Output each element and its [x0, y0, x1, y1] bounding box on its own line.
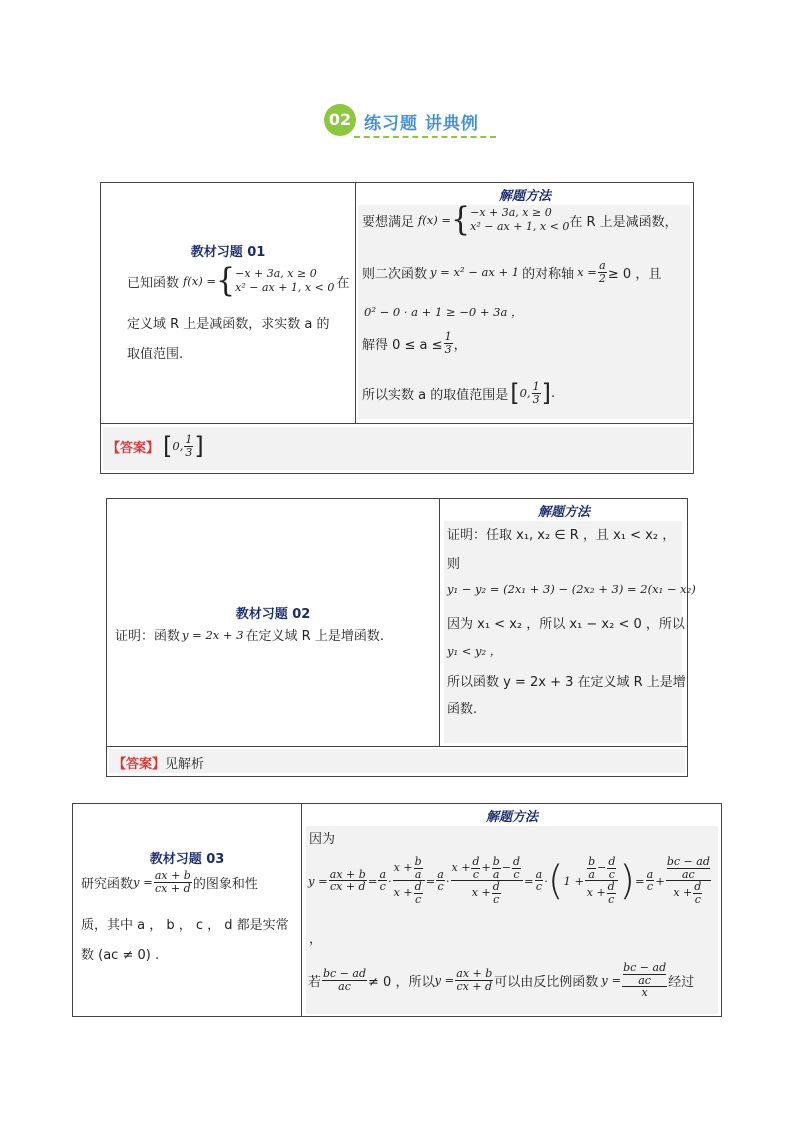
- denominator: c: [535, 880, 542, 894]
- numerator: bc − ad: [323, 967, 367, 981]
- method-comma: ，: [309, 932, 323, 947]
- method-text: ≠ 0 ，所以: [368, 974, 435, 990]
- exercise-02-method-cell: [440, 499, 696, 747]
- fraction: [532, 381, 541, 405]
- exercise-01-method-cell: [356, 183, 694, 424]
- denominator: cx + d: [456, 979, 493, 993]
- case-2: x² − ax + 1, x < 0: [470, 220, 570, 233]
- denominator: a: [492, 867, 500, 881]
- numerator: a: [379, 867, 387, 881]
- method-line-3: y₁ − y₂ = (2x₁ + 3) − (2x₂ + 3) = 2(x₁ − x₂): [447, 582, 696, 596]
- method-background: [444, 521, 682, 743]
- piecewise-system: { −x + 3a, x ≥ 0 x² − ax + 1, x < 0: [216, 261, 335, 300]
- denominator: c: [694, 892, 701, 906]
- method-line-4: 因为 x₁ < x₂ ，所以 x₁ − x₂ < 0 ，所以: [447, 617, 685, 632]
- numerator: d: [472, 855, 480, 868]
- fraction: x + $\frac{d}{c}$ + $\frac{b}{a}$ − $\frac{d}{c}$ x + $\frac{d}{c}$: [451, 856, 524, 905]
- exercise-01-question-line3: 取值范围.: [127, 347, 184, 362]
- math: x =: [577, 265, 597, 280]
- exercise-03-question-line2: 质，其中 a ， b ， c ， d 都是实常: [81, 918, 289, 933]
- denominator: a: [414, 867, 422, 881]
- fraction: [646, 869, 655, 893]
- math: y =: [601, 973, 622, 988]
- method-line-5: y₁ < y₂ ，: [447, 644, 502, 658]
- math: y =: [308, 873, 328, 888]
- method-text: 要想满足: [362, 214, 415, 230]
- exercise-03-question-cell: [73, 804, 302, 1017]
- denominator: c: [513, 867, 520, 881]
- numerator: d: [608, 855, 616, 868]
- fraction: [444, 331, 453, 355]
- method-line-7: 函数.: [447, 702, 478, 717]
- answer-text: 见解析: [165, 757, 205, 772]
- math: 0,: [172, 439, 184, 453]
- math: x +: [393, 861, 413, 875]
- math: 1 +: [563, 873, 585, 888]
- math: y =: [434, 973, 455, 988]
- question-text: 已知函数: [127, 275, 180, 291]
- exercise-02-title: 教材习题 02: [235, 607, 311, 622]
- math: 0,: [519, 386, 531, 400]
- fraction: [184, 434, 193, 458]
- exercise-01-question-cell: [101, 183, 356, 424]
- exercise-01-question-line2: 定义域 R 上是减函数，求实数 a 的: [127, 317, 330, 332]
- denominator: ac: [681, 867, 695, 881]
- denominator: c: [493, 892, 500, 906]
- method-text: ，: [453, 337, 467, 353]
- method-text: 经过: [668, 974, 695, 990]
- numerator: b: [492, 855, 500, 868]
- fraction: [322, 968, 367, 992]
- numerator: a: [599, 259, 606, 272]
- method-line-1: [362, 200, 678, 239]
- fraction: [393, 856, 425, 905]
- method-line-3: [308, 962, 694, 999]
- numerator: d: [492, 880, 500, 894]
- fraction: [598, 260, 607, 284]
- method-title: 解题方法: [498, 189, 551, 204]
- exercise-03-table: [72, 803, 722, 1017]
- denominator: 2: [598, 271, 606, 285]
- answer-label: 【答案】: [107, 440, 160, 456]
- denominator: 3: [444, 342, 452, 356]
- numerator: 1: [185, 432, 193, 446]
- answer-line: [113, 753, 204, 772]
- answer-line: 【答案】 [ 0, $\frac{1}{3}$ ]: [107, 432, 204, 460]
- fraction: [154, 870, 192, 894]
- method-line-1: 因为: [309, 832, 336, 847]
- piecewise-system: { −x + 3a, x ≥ 0 x² − ax + 1, x < 0: [451, 200, 570, 239]
- numerator: ax + b: [456, 967, 493, 981]
- fraction: $\frac{b}{a}$ − $\frac{d}{c}$ x + $\frac{d}{c}$: [585, 856, 618, 905]
- denominator: cx + d: [329, 880, 366, 894]
- fraction: [535, 869, 544, 893]
- fraction: [436, 869, 445, 893]
- numerator: d: [694, 880, 702, 894]
- case-1: −x + 3a, x ≥ 0: [470, 206, 552, 220]
- method-line-5: 所以实数 a 的取值范围是 [ 0, $\frac{1}{3}$ ] .: [362, 379, 556, 407]
- numerator: ax + b: [329, 867, 366, 881]
- method-title: 解题方法: [485, 810, 538, 825]
- method-text: 则二次函数: [362, 266, 428, 282]
- question-text: 研究函数: [81, 876, 134, 892]
- method-text: 若: [308, 974, 322, 990]
- exercise-03-question-line1: [81, 870, 258, 894]
- section-title-underline: [354, 136, 496, 138]
- numerator: 1: [444, 330, 452, 343]
- exercise-02-table: [106, 498, 696, 777]
- math: y = 2x + 3: [182, 627, 244, 642]
- exercise-01-table: [100, 182, 694, 474]
- case-2: x² − ax + 1, x < 0: [235, 281, 335, 294]
- denominator: c: [646, 880, 653, 894]
- denominator: c: [379, 880, 386, 894]
- method-line-6: 所以函数 y = 2x + 3 在定义域 R 上是增: [447, 675, 686, 690]
- denominator: c: [472, 867, 480, 881]
- denominator: ac: [638, 973, 651, 987]
- question-text: 的图象和性: [192, 876, 258, 892]
- numerator: a: [646, 867, 654, 881]
- method-text: 解得 0 ≤ a ≤: [362, 337, 443, 353]
- exercise-02-answer-cell: [107, 747, 688, 777]
- question-text: 在: [336, 275, 350, 291]
- numerator: d: [607, 880, 615, 894]
- exercise-01-answer-cell: [101, 424, 694, 474]
- method-text: 在 R 上是减函数，: [569, 214, 678, 230]
- answer-label: 【答案】: [113, 757, 166, 772]
- numerator: bc − ad: [666, 855, 710, 868]
- function-label: f(x) =: [183, 274, 217, 288]
- math: y = x² − ax + 1: [430, 265, 520, 280]
- denominator: cx + d: [155, 881, 191, 895]
- fraction: [329, 869, 367, 893]
- function-label: f(x) =: [418, 213, 452, 227]
- fraction: $\frac{bc - ad}{ac}$ x + $\frac{d}{c}$: [666, 855, 710, 906]
- case-1: −x + 3a, x ≥ 0: [235, 267, 317, 281]
- section-title: 练习题 讲典例: [364, 114, 479, 134]
- numerator: a: [535, 867, 543, 881]
- exercise-01-question-line1: [127, 261, 350, 300]
- numerator: ax + b: [154, 869, 191, 882]
- fraction: [378, 869, 387, 893]
- numerator: bc − ad: [623, 961, 667, 974]
- exercise-03-method-cell: [302, 804, 722, 1017]
- fraction: [622, 962, 667, 999]
- method-line-4: [362, 331, 467, 355]
- numerator: 1: [532, 379, 540, 393]
- numerator: a: [437, 867, 444, 881]
- exercise-02-question: [115, 625, 384, 644]
- numerator: b: [588, 855, 596, 868]
- exercise-02-question-cell: [107, 499, 440, 747]
- method-line-2: 则: [447, 557, 461, 572]
- question-text: 在定义域 R 上是增函数.: [245, 629, 384, 644]
- method-text: .: [550, 385, 556, 401]
- denominator: ac: [338, 979, 351, 993]
- denominator: 3: [185, 445, 193, 459]
- denominator: c: [437, 880, 444, 894]
- method-line-3: 0² − 0 · a + 1 ≥ −0 + 3a ，: [364, 305, 523, 319]
- question-text: 证明：函数: [115, 629, 181, 644]
- method-line-1: 证明：任取 x₁, x₂ ∈ R ，且 x₁ < x₂ ，: [447, 528, 676, 543]
- denominator: a: [588, 867, 595, 881]
- denominator: c: [608, 867, 615, 881]
- denominator: c: [608, 892, 615, 906]
- exercise-01-title: 教材习题 01: [190, 245, 266, 260]
- denominator: c: [415, 892, 422, 906]
- fraction: [455, 968, 493, 992]
- method-line-2: [362, 260, 661, 284]
- method-text: 所以实数 a 的取值范围是: [362, 387, 509, 403]
- method-text: 的对称轴: [522, 266, 575, 282]
- method-text: 可以由反比例函数: [494, 974, 599, 990]
- math: x +: [393, 886, 413, 900]
- method-equation: y = $\frac{ax + b}{cx + d}$ = $\frac{a}{c}$ · x + $\frac{b}{a}$ x + $\frac{d}{c}$ = $\frac{a}{c}$ · x + $\frac{d}{c}$ + $\frac{b}{a}$ − $\frac{d}{c}$ x + $\frac{d}{c}$ = $\frac{a}{c}$ · ( 1 + $\frac{b}{a}$ − $\frac{d}{c}$ x + $\frac{d}{c}$ ) = $\frac{a}{c}$ + $\frac{bc - ad}{ac}$ x + $\frac{d}{c}$: [308, 855, 710, 906]
- exercise-03-title: 教材习题 03: [149, 852, 225, 867]
- numerator: b: [414, 855, 422, 868]
- method-text: ≥ 0 ，且: [607, 266, 662, 282]
- numerator: d: [512, 855, 520, 868]
- section-number-badge: 02: [324, 104, 356, 136]
- numerator: d: [414, 880, 422, 894]
- denominator: 3: [532, 392, 540, 406]
- method-title: 解题方法: [537, 505, 590, 520]
- denominator: x: [641, 986, 648, 1000]
- exercise-03-question-line3: 数 (ac ≠ 0) .: [81, 948, 160, 963]
- math: y =: [133, 875, 153, 890]
